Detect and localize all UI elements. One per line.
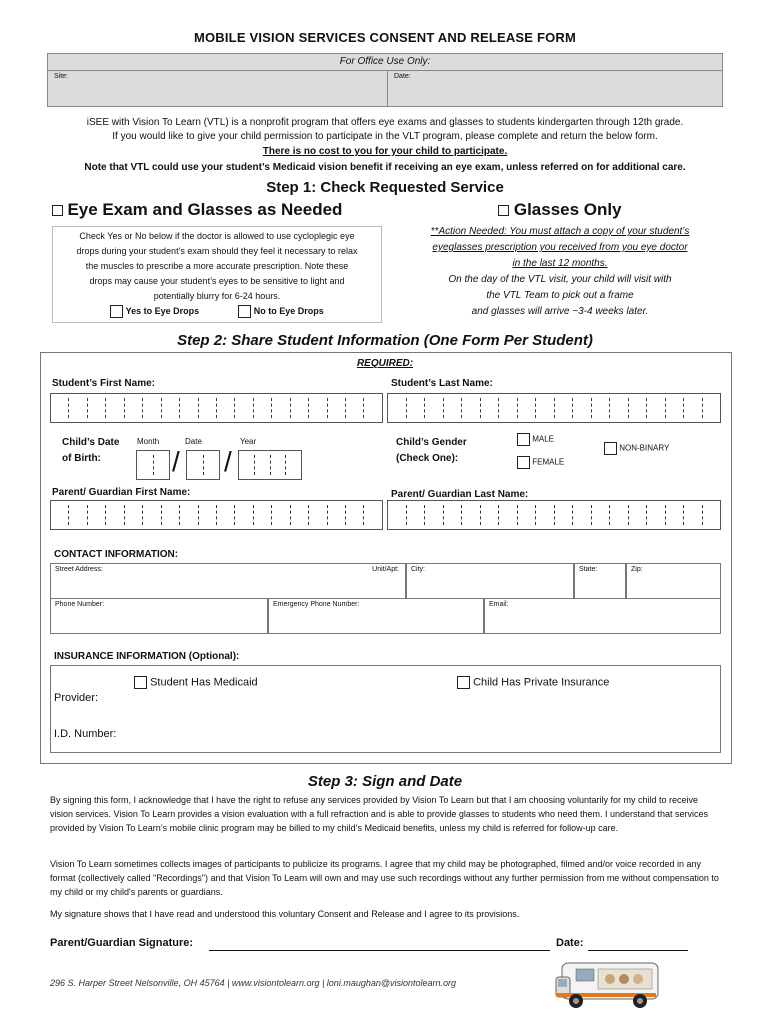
parent-first-label: Parent/ Guardian First Name: [52, 487, 191, 498]
exam-text-1: Check Yes or No below if the doctor is allowed to use cycloplegic eye [79, 231, 355, 241]
parent-last-input[interactable] [387, 500, 721, 530]
glasses-heading-label: Glasses Only [513, 200, 622, 219]
medicaid-option[interactable] [134, 676, 258, 689]
email-field[interactable] [484, 598, 721, 634]
consent-paragraph-1: By signing this form, I acknowledge that I have the right to refuse any services provided by Vision To Learn but that I am choosing voluntarily for my child to receive vision services. Vision To Learn provides a vision evaluation with a full refraction and is able to provide glasses to students who need them. I understand that services provided by Vision To Learn’s mobile clinic program may be billed to my child’s Medicaid benefits, unless my child is referred for follow-up care. [50, 795, 709, 833]
insurance-header: INSURANCE INFORMATION (Optional): [54, 651, 240, 662]
dob-date-input[interactable] [186, 450, 220, 480]
intro-line-2: If you would like to give your child permission to participate in the VLT program, please complete and return the below form. [112, 131, 658, 142]
female-checkbox[interactable] [517, 456, 530, 469]
glasses-heading[interactable] [392, 200, 728, 224]
exam-heading[interactable] [52, 200, 382, 224]
emergency-label: Emergency Phone Number: [273, 601, 360, 608]
date-label: Date [185, 437, 202, 446]
last-name-label: Student’s Last Name: [391, 378, 493, 389]
footer-address: 296 S. Harper Street Nelsonville, OH 45764 | www.visiontolearn.org | loni.maughan@visiontolearn.org [50, 978, 457, 988]
private-insurance-checkbox[interactable] [457, 676, 470, 689]
dob-year-input[interactable] [238, 450, 302, 480]
glasses-visit-3: and glasses will arrive ~3-4 weeks later. [471, 306, 649, 317]
gender-label-line-2: (Check One): [396, 453, 459, 464]
private-insurance-label: Child Has Private Insurance [473, 676, 610, 689]
form-title: MOBILE VISION SERVICES CONSENT AND RELEASE FORM [193, 30, 577, 45]
parent-last-label: Parent/ Guardian Last Name: [391, 489, 529, 500]
dob-slash-2: / [224, 446, 232, 477]
female-option[interactable] [517, 456, 564, 469]
street-address-field[interactable] [50, 563, 406, 599]
glasses-visit-2: the VTL Team to pick out a frame [486, 290, 634, 301]
no-drops-label: No to Eye Drops [253, 305, 324, 316]
office-use-header: For Office Use Only: [48, 54, 722, 71]
email-label: Email: [489, 601, 509, 608]
medicaid-checkbox[interactable] [134, 676, 147, 689]
male-label: MALE [532, 434, 555, 444]
glasses-checkbox[interactable] [498, 205, 509, 216]
city-label: City: [411, 566, 425, 573]
private-insurance-option[interactable] [457, 676, 609, 689]
emergency-phone-field[interactable] [268, 598, 484, 634]
exam-heading-label: Eye Exam and Glasses as Needed [67, 200, 343, 219]
year-label: Year [240, 437, 257, 446]
intro-line-1: iSEE with Vision To Learn (VTL) is a nonprofit program that offers eye exams and glasses to students kindergarten through 12th grade. [86, 117, 684, 128]
exam-option [52, 200, 382, 323]
nonbinary-checkbox[interactable] [604, 442, 617, 455]
date-sign-line[interactable] [588, 950, 688, 951]
consent-paragraph-3: My signature shows that I have read and understood this voluntary Consent and Release and I agree to its provisions. [50, 909, 520, 919]
provider-field[interactable]: Provider: [54, 692, 99, 704]
office-date-field[interactable]: Date: [394, 73, 411, 80]
yes-drops-label: Yes to Eye Drops [125, 305, 200, 316]
signature-line[interactable] [209, 950, 550, 951]
signature-label: Parent/Guardian Signature: [50, 937, 194, 949]
zip-label: Zip: [631, 566, 643, 573]
mobile-clinic-van-image [552, 955, 668, 1011]
dob-label-line-2: of Birth: [62, 453, 101, 464]
consent-paragraph-2: Vision To Learn sometimes collects images of participants to publicize its programs. I agree that my child may be photographed, filmed and/or voice recorded in any format (collectively called "Recordings") and that Vision To Learn will own and may use such recordings without any further permission from me without compensation to my child or my child's parents or guardians. [50, 859, 719, 897]
glasses-action-2: eyeglasses prescription you received from you eye doctor [432, 242, 688, 253]
glasses-action-3: in the last 12 months. [512, 258, 608, 269]
id-number-field[interactable]: I.D. Number: [54, 728, 117, 740]
medicaid-note: Note that VTL could use your student’s Medicaid vision benefit if receiving an eye exam, unless referred on for additional care. [84, 162, 686, 173]
exam-text-3: the muscles to prescribe a more accurate prescription. Note these [85, 261, 349, 271]
state-label: State: [579, 566, 598, 573]
date-sign-label: Date: [556, 937, 584, 949]
office-use-box [47, 53, 723, 107]
dob-month-input[interactable] [136, 450, 170, 480]
phone-field[interactable] [50, 598, 268, 634]
month-label: Month [137, 437, 160, 446]
state-field[interactable] [574, 563, 626, 599]
exam-checkbox[interactable] [52, 205, 63, 216]
required-label: REQUIRED: [356, 358, 414, 369]
exam-text-2: drops during your student’s exam should they feel it necessary to relax [76, 246, 358, 256]
dob-label [62, 435, 119, 467]
female-label: FEMALE [532, 457, 565, 467]
first-name-input[interactable] [50, 393, 383, 423]
nonbinary-option[interactable] [604, 442, 669, 455]
step1-title: Step 1: Check Requested Service [266, 179, 504, 196]
male-option[interactable] [517, 433, 554, 446]
no-drops-checkbox[interactable] [238, 305, 251, 318]
gender-label [396, 435, 467, 467]
zip-field[interactable] [626, 563, 721, 599]
glasses-action-1: **Action Needed: You must attach a copy of your student’s [430, 226, 690, 237]
city-field[interactable] [406, 563, 574, 599]
male-checkbox[interactable] [517, 433, 530, 446]
unit-label: Unit/Apt: [372, 566, 399, 573]
medicaid-label: Student Has Medicaid [150, 676, 258, 689]
contact-header: CONTACT INFORMATION: [54, 549, 179, 560]
glasses-visit-1: On the day of the VTL visit, your child will visit with [448, 274, 672, 285]
nonbinary-label: NON-BINARY [619, 443, 670, 453]
parent-first-input[interactable] [50, 500, 383, 530]
yes-drops-checkbox[interactable] [110, 305, 123, 318]
exam-text-5: potentially blurry for 6-24 hours. [153, 291, 281, 301]
street-label: Street Address: [55, 566, 103, 573]
no-cost-note: There is no cost to you for your child to participate. [262, 146, 508, 157]
exam-text-4: drops may cause your student’s eyes to be sensitive to light and [89, 276, 345, 286]
step3-title: Step 3: Sign and Date [307, 773, 463, 790]
last-name-input[interactable] [387, 393, 721, 423]
phone-label: Phone Number: [55, 601, 105, 608]
first-name-label: Student’s First Name: [52, 378, 155, 389]
step2-title: Step 2: Share Student Information (One Form Per Student) [177, 332, 593, 349]
dob-label-line-1: Child’s Date [62, 437, 120, 448]
dob-slash-1: / [172, 446, 180, 477]
gender-label-line-1: Child’s Gender [396, 437, 467, 448]
glasses-option [392, 200, 728, 320]
office-site-field[interactable]: Site: [48, 70, 388, 106]
